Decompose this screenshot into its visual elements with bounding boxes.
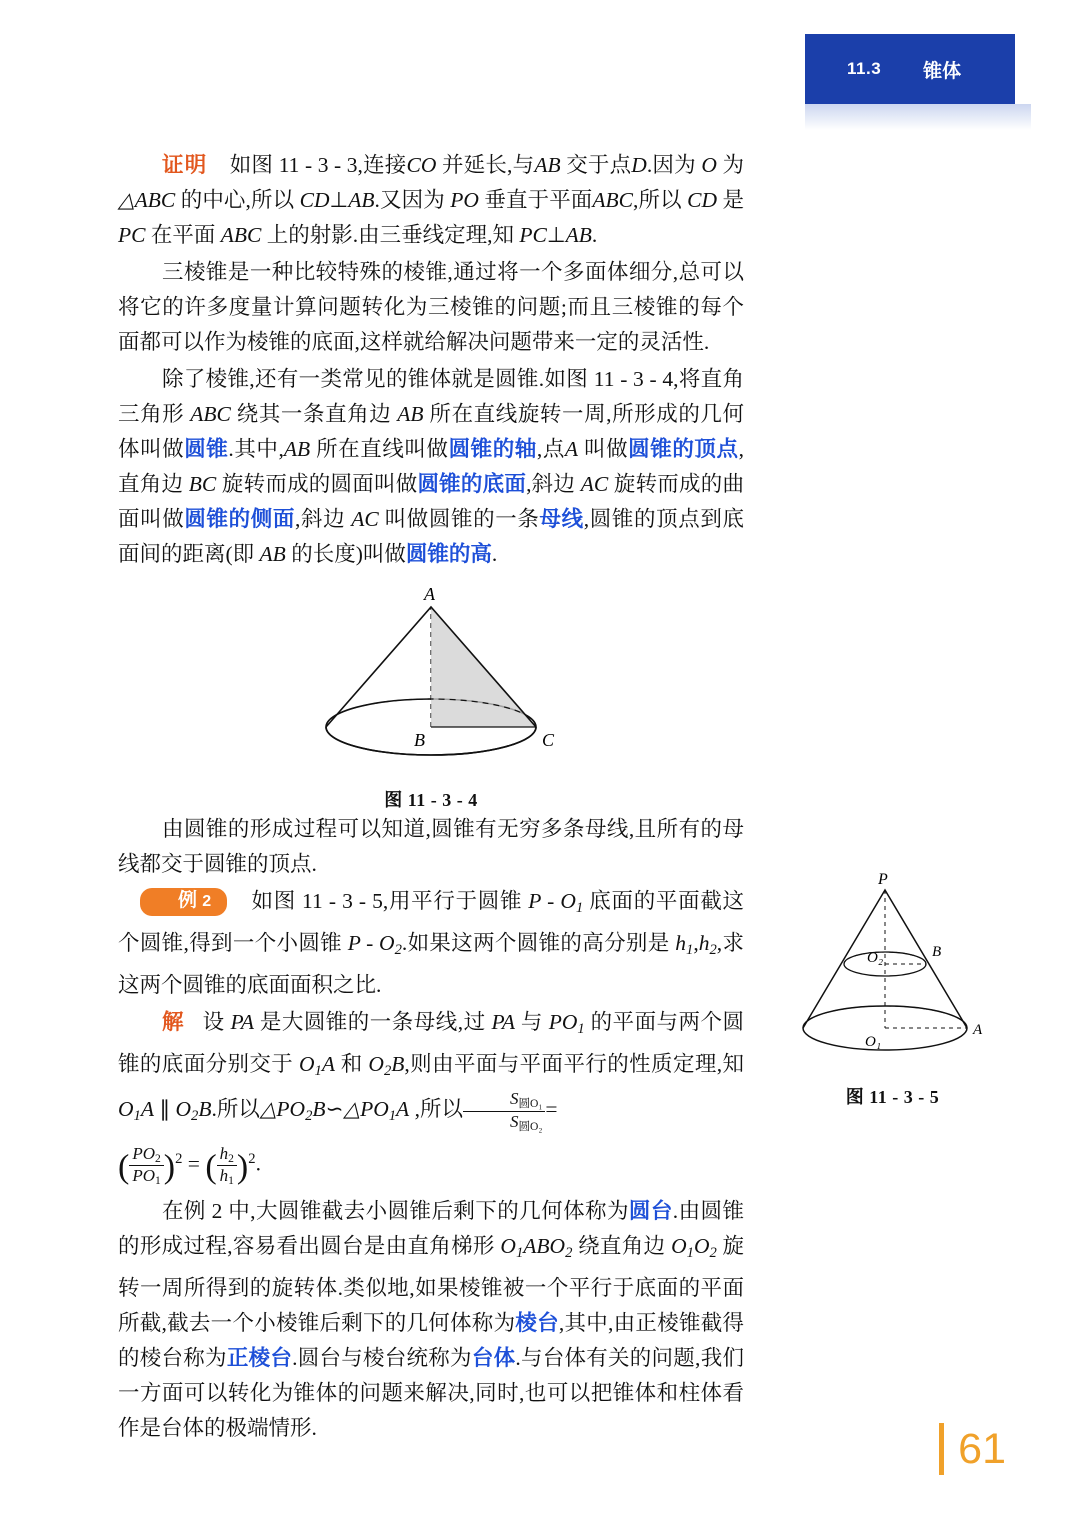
figure-label-A: A: [424, 584, 435, 604]
math-sub: 2: [228, 1151, 234, 1165]
term-cone-height: 圆锥的高: [405, 542, 492, 566]
math: O: [298, 1052, 315, 1077]
text: 的长度)叫做: [291, 542, 406, 566]
math: AB: [534, 153, 561, 177]
math-sub: 圆O₁: [518, 1097, 543, 1111]
math: CD: [687, 188, 718, 212]
math: ABC: [592, 188, 633, 212]
text: .如果这两个圆锥的高分别是: [401, 931, 670, 956]
text: 上的射影.由三垂线定理,知: [266, 223, 514, 247]
text: 如图: [229, 153, 274, 177]
math: BC: [188, 472, 217, 496]
math-sub: 2: [394, 942, 402, 959]
paragraph-proof: [118, 148, 744, 253]
text: 和: [340, 1052, 363, 1077]
figure-label-B: B: [932, 944, 942, 960]
math: △ABC: [118, 188, 176, 212]
paragraph-frustum: [118, 1194, 744, 1446]
math: S: [509, 1089, 519, 1109]
text: 的平面与两个圆锥的底面分别交于: [118, 1010, 745, 1077]
text: ,: [693, 931, 699, 956]
math: △PO: [259, 1097, 306, 1122]
text: 并延长,与: [441, 153, 535, 177]
text: .与台体有关的问题,我们一方面可以转化为锥体的问题来解决,同时,也可以把锥体和柱体看作是台体的极端情形.: [118, 1345, 744, 1440]
label-solution: 解: [162, 1010, 185, 1035]
text: ,则由平面与平面平行的性质定理,知: [404, 1052, 745, 1077]
text: 所在直线叫做: [316, 437, 449, 461]
math-sub: 2: [565, 1244, 573, 1261]
term-circular-frustum: 圆台: [628, 1198, 673, 1223]
paren-open: (: [118, 1148, 130, 1186]
math-sub: 1: [314, 1063, 322, 1080]
math: AC: [580, 472, 609, 496]
main-text-column-2: [118, 812, 744, 1448]
folio-accent-bar: [939, 1423, 944, 1475]
text: .又因为: [374, 188, 445, 212]
page-number: 61: [958, 1425, 1006, 1473]
text: 叫做: [584, 437, 629, 461]
example-label: 例: [178, 890, 198, 911]
math: A: [396, 1097, 410, 1122]
math: AB: [259, 542, 286, 566]
math: PA: [230, 1010, 254, 1035]
example-badge: [140, 888, 227, 916]
math: P - O: [347, 931, 395, 956]
math: S: [509, 1111, 519, 1131]
math-sub: 2: [709, 942, 717, 959]
text: 是大圆锥的一条母线,过: [259, 1010, 486, 1035]
math-sub: 1: [577, 1021, 585, 1038]
text: .由圆锥的形成过程,容易看出圆台是由直角梯形: [118, 1198, 744, 1258]
text: .: [591, 223, 598, 247]
math: h: [219, 1166, 229, 1186]
text: ,直角边: [118, 437, 744, 496]
math-sub: 2: [305, 1108, 313, 1125]
math: D: [631, 153, 647, 177]
math: CD: [299, 188, 330, 212]
fraction-h2-h1: [217, 1144, 237, 1188]
text: 的中心,所以: [180, 188, 295, 212]
math-sub: 1: [388, 1108, 397, 1125]
math: PC: [519, 223, 547, 247]
math: A: [140, 1097, 154, 1122]
math: PA: [491, 1010, 515, 1035]
text: 在平面: [150, 223, 216, 247]
math: AB: [565, 223, 592, 247]
paragraph-cone-definition: [118, 362, 744, 572]
figure-ref: 11 - 3 - 3: [278, 153, 358, 177]
math: PO: [450, 188, 479, 212]
math-sub: 1: [686, 942, 694, 959]
fraction-area-ratio: [463, 1089, 545, 1133]
figure-label-O1: O₁: [865, 1034, 882, 1050]
math: O: [671, 1233, 687, 1258]
math: A: [321, 1052, 335, 1077]
term-generatrix: 母线: [539, 507, 584, 531]
math: h: [219, 1143, 229, 1163]
math-sub: 1: [575, 900, 584, 917]
paragraph-generatrix: 由圆锥的形成过程可以知道,圆锥有无穷多条母线,且所有的母线都交于圆锥的顶点.: [118, 817, 744, 876]
paragraph-example-2: [118, 884, 744, 1003]
math-sub: 1: [133, 1108, 141, 1125]
figure-label-A: A: [973, 1022, 983, 1038]
math: A: [564, 437, 579, 461]
page-folio: [939, 1423, 1006, 1475]
math: B: [312, 1097, 326, 1122]
math: ABC: [220, 223, 262, 247]
math: PO: [132, 1143, 155, 1163]
term-cone: 圆锥: [184, 437, 229, 461]
header-section-number: 11.3: [847, 59, 882, 78]
figure-label-B: B: [414, 730, 425, 750]
text: ,点: [536, 437, 565, 461]
math-op: ∽: [325, 1097, 344, 1122]
cone-diagram: [118, 582, 744, 777]
figure-label-O2: O₂: [867, 950, 884, 966]
page-header: [805, 34, 1015, 104]
text: ,求这两个圆锥的底面面积之比.: [118, 931, 744, 998]
term-cone-apex: 圆锥的顶点: [628, 437, 739, 461]
text: .因为: [646, 153, 696, 177]
math: O: [693, 1233, 710, 1258]
text: .圆台与棱台统称为: [292, 1345, 472, 1370]
math-sub: 1: [228, 1174, 234, 1188]
text: 垂直于平面: [484, 188, 593, 212]
math-sub: 圆O₂: [518, 1120, 543, 1134]
header-gradient: [805, 104, 1031, 130]
math: CO: [406, 153, 437, 177]
math: AB: [348, 188, 375, 212]
figure-ref: 11 - 3 - 4: [593, 367, 674, 391]
figure-11-3-4: [118, 582, 744, 812]
paragraph-solution-formula: [118, 1142, 744, 1187]
math: O: [175, 1097, 192, 1122]
paren-close-2: ): [236, 1148, 249, 1186]
text: 所在直线旋转一周,所形成的几何体叫做: [118, 402, 744, 461]
math: AC: [351, 507, 379, 531]
math-sub: 2: [155, 1151, 161, 1165]
math: B: [198, 1097, 212, 1122]
math-sub: 1: [515, 1244, 524, 1261]
text: 绕直角边: [578, 1233, 666, 1258]
math-sub: 1: [686, 1244, 694, 1261]
truncated-cone-diagram: [775, 868, 1010, 1068]
math: AB: [397, 402, 424, 426]
text: 与: [520, 1010, 543, 1035]
paragraph-tetrahedron: 三棱锥是一种比较特殊的棱锥,通过将一个多面体细分,总可以将它的许多度量计算问题转化为三棱锥的问题;而且三棱锥的每个面都可以作为棱锥的底面,这样就给解决问题带来一定的灵活性.: [118, 260, 744, 354]
math-sub: 2: [383, 1063, 392, 1080]
text: ,其中,由正棱锥截得的棱台称为: [118, 1310, 744, 1370]
text: .: [255, 1151, 261, 1176]
paren-open-2: (: [205, 1148, 217, 1186]
math: ABO: [523, 1233, 566, 1258]
text: ,所以: [414, 1097, 463, 1122]
text: 旋转而成的圆面叫做: [221, 472, 418, 496]
fraction-po2-po1: [129, 1144, 163, 1188]
math: AB: [283, 437, 311, 461]
text: 设: [202, 1010, 225, 1035]
math: O: [118, 1097, 134, 1122]
math-sup: 2: [248, 1151, 256, 1168]
label-proof: 证明: [162, 153, 208, 177]
math: PO: [548, 1010, 578, 1035]
math-sub: 2: [191, 1108, 199, 1125]
paren-close: ): [163, 1148, 176, 1186]
math: O: [701, 153, 717, 177]
figure-caption-2: 图 11 - 3 - 5: [845, 1087, 940, 1107]
text: ,用平行于圆锥: [382, 889, 523, 913]
text: 在例 2 中,大圆锥截去小圆锥后剩下的几何体称为: [162, 1198, 629, 1223]
figure-label-C: C: [542, 730, 555, 750]
term-cone-base: 圆锥的底面: [417, 472, 527, 496]
text: ,斜边: [294, 507, 346, 531]
figure-11-3-5: [775, 868, 1010, 1109]
term-prismatoid: 棱台: [515, 1310, 559, 1335]
text: .所以: [211, 1097, 260, 1122]
text: 旋转一周所得到的旋转体.类似地,如果棱锥被一个平行于底面的平面所截,截去一个小棱锥后剩下的几何体称为: [118, 1233, 744, 1335]
figure-label-P: P: [878, 871, 888, 888]
math: h: [675, 931, 687, 956]
text: 为: [722, 153, 745, 177]
math: h: [698, 931, 710, 956]
text: 是: [722, 188, 744, 212]
math: PO: [132, 1166, 155, 1186]
text: 交于点: [566, 153, 632, 177]
figure-caption-1: 图 11 - 3 - 4: [384, 790, 478, 810]
term-cone-lateral: 圆锥的侧面: [184, 507, 295, 531]
math-op: ⊥: [329, 188, 349, 212]
text: 绕其一条直角边: [236, 402, 392, 426]
figure-ref: 11 - 3 - 5: [302, 889, 383, 913]
math-op: ⊥: [546, 223, 566, 247]
text: ,连接: [357, 153, 407, 177]
math: ABC: [190, 402, 231, 426]
math-sub: 2: [709, 1244, 717, 1261]
text: ,所以: [633, 188, 682, 212]
math: O: [500, 1233, 516, 1258]
math-sub: 1: [155, 1174, 161, 1188]
math-op: =: [545, 1097, 558, 1122]
text: ,斜边: [526, 472, 576, 496]
math-op: ∥: [159, 1097, 171, 1122]
math: B: [391, 1052, 405, 1077]
term-cone-axis: 圆锥的轴: [448, 437, 537, 461]
math: P - O: [528, 889, 576, 913]
text: 如图: [251, 889, 296, 913]
text: .其中,: [228, 437, 284, 461]
text: 除了棱锥,还有一类常见的锥体就是圆锥.如图: [162, 367, 589, 391]
text: 旋转而成的曲面叫做: [118, 472, 744, 531]
text: ,圆锥的顶点到底面间的距离(即: [118, 507, 744, 566]
paragraph-solution: [118, 1005, 744, 1134]
math: O: [368, 1052, 384, 1077]
math: △PO: [343, 1097, 389, 1122]
example-number: 2: [202, 893, 212, 910]
term-frustum-solid: 台体: [471, 1345, 516, 1370]
main-text-column: [118, 148, 744, 574]
math-op: =: [187, 1151, 200, 1176]
math: PC: [118, 223, 146, 247]
text: .: [491, 542, 498, 566]
text: ,将直角三角形: [118, 367, 744, 426]
header-section-title: 锥体: [923, 60, 962, 82]
term-regular-frustum: 正棱台: [226, 1345, 293, 1370]
text: 底面的平面截这个圆锥,得到一个小圆锥: [118, 889, 745, 956]
math-sup: 2: [175, 1151, 183, 1168]
text: 叫做圆锥的一条: [384, 507, 540, 531]
